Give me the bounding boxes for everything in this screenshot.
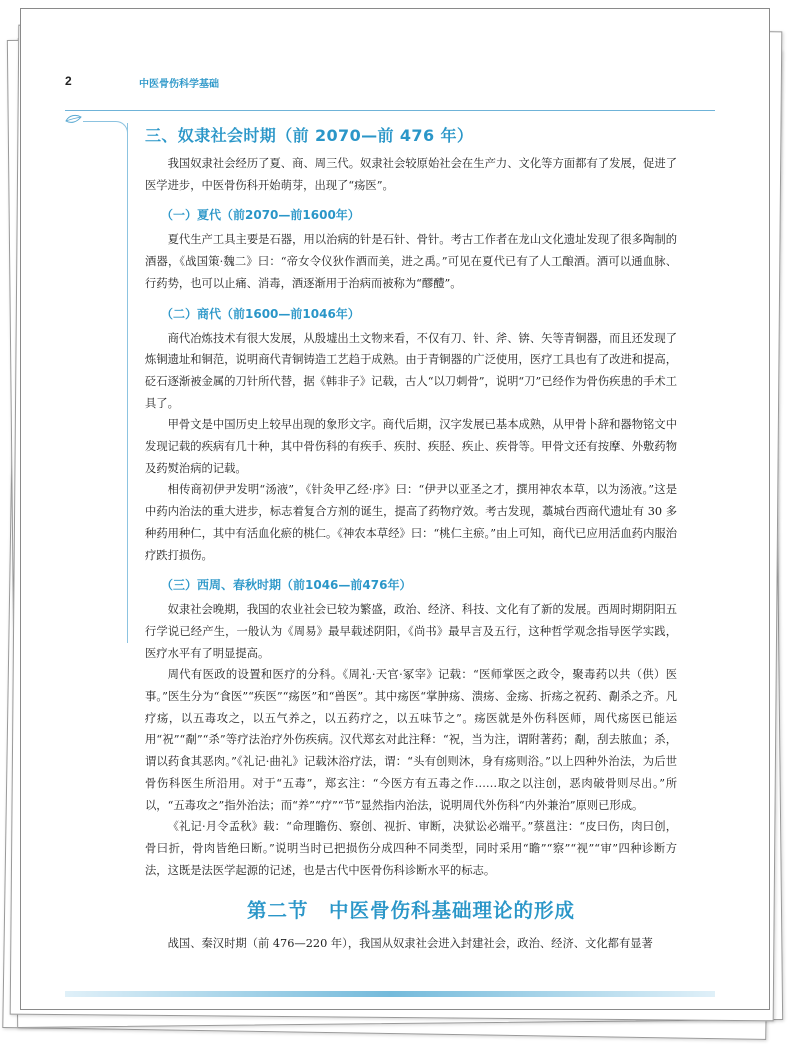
header-rule (65, 110, 715, 111)
margin-decoration (83, 121, 128, 136)
subsection-heading-zhou: （三）西周、春秋时期（前1046—前476年） (161, 578, 412, 593)
page-content (145, 123, 677, 955)
leaf-icon (65, 113, 83, 127)
subsection-heading-xia: （一）夏代（前2070—前1600年） (161, 208, 360, 223)
section-intro: 我国奴隶社会经历了夏、商、周三代。奴隶社会较原始社会在生产力、文化等方面都有了发展，促进了医学进步，中医骨伤科开始萌芽，出现了“疡医”。 (145, 157, 677, 192)
margin-rule (127, 123, 128, 643)
running-title: 中医骨伤科学基础 (139, 79, 219, 90)
footer-band (65, 991, 715, 997)
paragraph: 周代有医政的设置和医疗的分科。《周礼·天官·冢宰》记载：“医师掌医之政令，聚毒药以共（供）医事。”医生分为“食医”“疾医”“疡医”和“兽医”。其中疡医“掌肿疡、溃疡、金疡、折疡之祝药、劀杀之齐。凡疗疡，以五毒攻之，以五气养之，以五药疗之，以五味节之”。疡医就是外伤科医师，周代疡医已能运用“祝”“劀”“杀”等疗法治疗外伤疾病。汉代郑玄对此注释：“祝，当为注，谓附著药；劀，刮去脓血；杀，谓以药食其恶肉。”《礼记·曲礼》记载沐浴疗法，谓：“头有创则沐，身有疡则浴。”以上四种外治法，为后世骨伤科医生所沿用。对于“五毒”，郑玄注：“今医方有五毒之作……取之以注创，恶肉破骨则尽出。”所以，“五毒攻之”指外治法；而“养”“疗”“节”显然指内治法，说明周代外伤科“内外兼治”原则已形成。 (145, 668, 677, 812)
paragraph: 《礼记·月令孟秋》载：“命理瞻伤、察创、视折、审断，决狱讼必端平。”蔡邕注：“皮曰伤，肉曰创，骨曰折，骨肉皆绝曰断。”说明当时已把损伤分成四种不同类型，同时采用“瞻”“察”“视”“审”四种诊断方法，这既是法医学起源的记述，也是古代中医骨伤科诊断水平的标志。 (145, 820, 677, 877)
subsection-heading-shang: （二）商代（前1600—前1046年） (161, 306, 360, 321)
book-page (20, 8, 770, 1010)
paragraph: 夏代生产工具主要是石器，用以治病的针是石针、骨针。考古工作者在龙山文化遗址发现了很多陶制的酒器，《战国策·魏二》曰：“帝女令仪狄作酒而美，进之禹。”可见在夏代已有了人工酿酒。酒可以通血脉、行药势，也可以止痛、消毒，酒逐渐用于治病而被称为“醪醴”。 (145, 233, 677, 290)
paragraph: 商代冶炼技术有很大发展，从殷墟出土文物来看，不仅有刀、针、斧、锛、矢等青铜器，而且还发现了炼铜遗址和铜范，说明商代青铜铸造工艺趋于成熟。由于青铜器的广泛使用，医疗工具也有了改进和提高，砭石逐渐被金属的刀针所代替，据《韩非子》记载，古人“以刀刺骨”，说明“刀”已经作为骨伤疾患的手术工具了。 (145, 331, 677, 410)
paragraph: 相传商初伊尹发明“汤液”，《针灸甲乙经·序》曰：“伊尹以亚圣之才，撰用神农本草，以为汤液。”这是中药内治法的重大进步，标志着复合方剂的诞生，提高了药物疗效。考古发现，藁城台西商代遗址有 30 多种药用种仁，其中有活血化瘀的桃仁。《神农本草经》曰：“桃仁主瘀。”由上可知，商代已应用活血药内服治疗跌打损伤。 (145, 483, 677, 562)
paragraph: 奴隶社会晚期，我国的农业社会已较为繁盛，政治、经济、科技、文化有了新的发展。西周时期阴阳五行学说已经产生，一般认为《周易》最早载述阴阳，《尚书》最早言及五行，这种哲学观念指导医学实践，医疗水平有了明显提高。 (145, 603, 677, 660)
section-heading: 三、奴隶社会时期（前 2070—前 476 年） (145, 126, 474, 145)
page-number: 2 (65, 74, 72, 88)
chapter-intro: 战国、秦汉时期（前 476—220 年），我国从奴隶社会进入封建社会，政治、经济、文化都有显著 (167, 937, 653, 951)
page-header (21, 71, 769, 93)
paragraph: 甲骨文是中国历史上较早出现的象形文字。商代后期，汉字发展已基本成熟，从甲骨卜辞和器物铭文中发现记载的疾病有几十种，其中骨伤科的有疾手、疾肘、疾胫、疾止、疾骨等。甲骨文还有按摩、外敷药物及药熨治病的记载。 (145, 418, 677, 475)
chapter-heading: 第二节 中医骨伤科基础理论的形成 (246, 899, 575, 923)
